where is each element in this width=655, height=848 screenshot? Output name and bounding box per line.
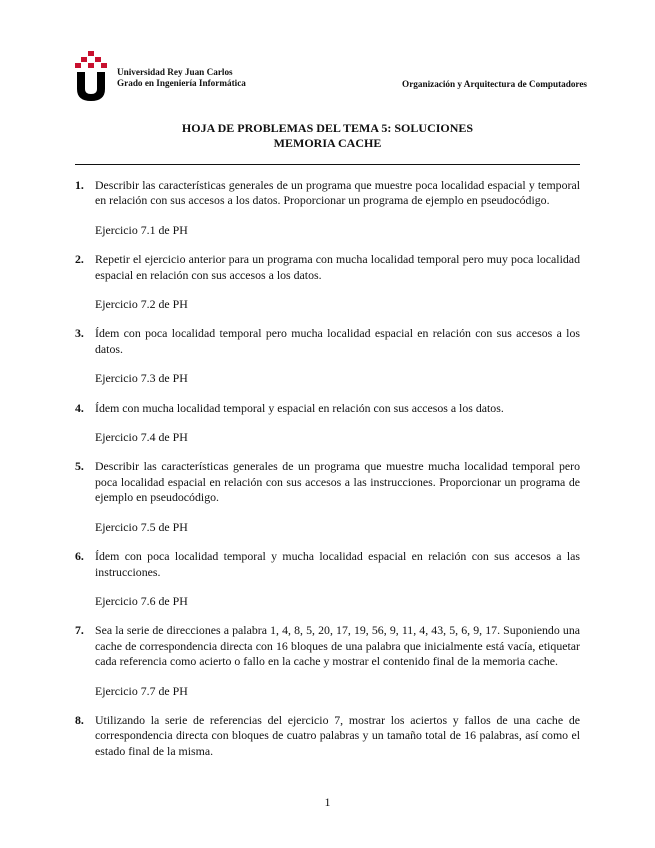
problem-number: 3. — [75, 326, 84, 341]
title-divider — [75, 164, 580, 165]
problem-item — [75, 459, 580, 535]
problem-number: 5. — [75, 459, 84, 474]
page-title — [0, 121, 655, 151]
course-name: Organización y Arquitectura de Computadores — [402, 79, 587, 89]
problem-text: Ídem con poca localidad temporal pero mucha localidad espacial en relación con sus accesos a los datos. — [95, 326, 580, 356]
problem-reference: Ejercicio 7.5 de PH — [95, 519, 188, 534]
problem-number: 8. — [75, 712, 84, 727]
problem-text: Sea la serie de direcciones a palabra 1, 4, 8, 5, 20, 17, 19, 56, 9, 11, 4, 43, 5, 6, 9, 17. Suponiendo una cache de correspondencia directa con 16 bloques de una palabra que inicialmente está vacía, etiquetar cada referencia como acierto o fallo en la cache y mostrar el contenido final de la memoria cache. — [95, 623, 580, 669]
problem-text: Describir las características generales de un programa que muestre mucha localidad temporal pero poca localidad espacial en relación con sus accesos a las instrucciones. Proporcionar un programa de ejemplo en pseudocódigo. — [95, 459, 580, 505]
problem-text: Repetir el ejercicio anterior para un programa con mucha localidad temporal pero muy poca localidad espacial en relación con sus accesos a los datos. — [95, 252, 580, 282]
problem-text: Utilizando la serie de referencias del ejercicio 7, mostrar los aciertos y fallos de una cache de correspondencia directa con bloques de cuatro palabras y un tamaño total de 16 palabras, así como el estado final de la misma. — [95, 712, 580, 758]
problem-number: 7. — [75, 623, 84, 638]
page-number: 1 — [324, 795, 331, 809]
problem-item — [75, 401, 580, 446]
problem-number: 1. — [75, 178, 84, 192]
problem-reference: Ejercicio 7.6 de PH — [95, 593, 188, 608]
problem-item — [75, 623, 580, 699]
problem-number: 2. — [75, 252, 84, 267]
problem-item — [75, 713, 580, 759]
problem-reference: Ejercicio 7.1 de PH — [95, 222, 188, 237]
problem-number: 4. — [75, 400, 84, 415]
title-line-2: MEMORIA CACHE — [273, 136, 382, 150]
problem-text: Ídem con mucha localidad temporal y espacial en relación con sus accesos a los datos. — [95, 400, 504, 415]
problem-item — [75, 252, 580, 312]
logo-dots — [75, 51, 107, 68]
urjc-logo-icon — [75, 51, 107, 101]
university-block — [117, 67, 246, 89]
problem-reference: Ejercicio 7.4 de PH — [95, 430, 188, 445]
degree-name: Grado en Ingeniería Informática — [117, 78, 246, 88]
problem-number: 6. — [75, 549, 84, 564]
title-line-1: HOJA DE PROBLEMAS DEL TEMA 5: SOLUCIONES — [181, 121, 474, 135]
problem-reference: Ejercicio 7.3 de PH — [95, 371, 188, 386]
problem-item — [75, 178, 580, 238]
problem-list — [75, 178, 580, 759]
problem-item — [75, 549, 580, 609]
problem-text: Ídem con poca localidad temporal y mucha localidad espacial en relación con sus accesos a las instrucciones. — [95, 549, 580, 579]
problem-text: Describir las características generales de un programa que muestre poca localidad espacial y temporal en relación con sus accesos a los datos. Proporcionar un programa de ejemplo en pseudocódigo. — [95, 178, 580, 208]
university-name: Universidad Rey Juan Carlos — [117, 67, 233, 77]
problem-item — [75, 326, 580, 386]
problem-reference: Ejercicio 7.7 de PH — [95, 683, 188, 698]
logo-u-shape — [77, 72, 105, 101]
problem-reference: Ejercicio 7.2 de PH — [95, 297, 188, 312]
